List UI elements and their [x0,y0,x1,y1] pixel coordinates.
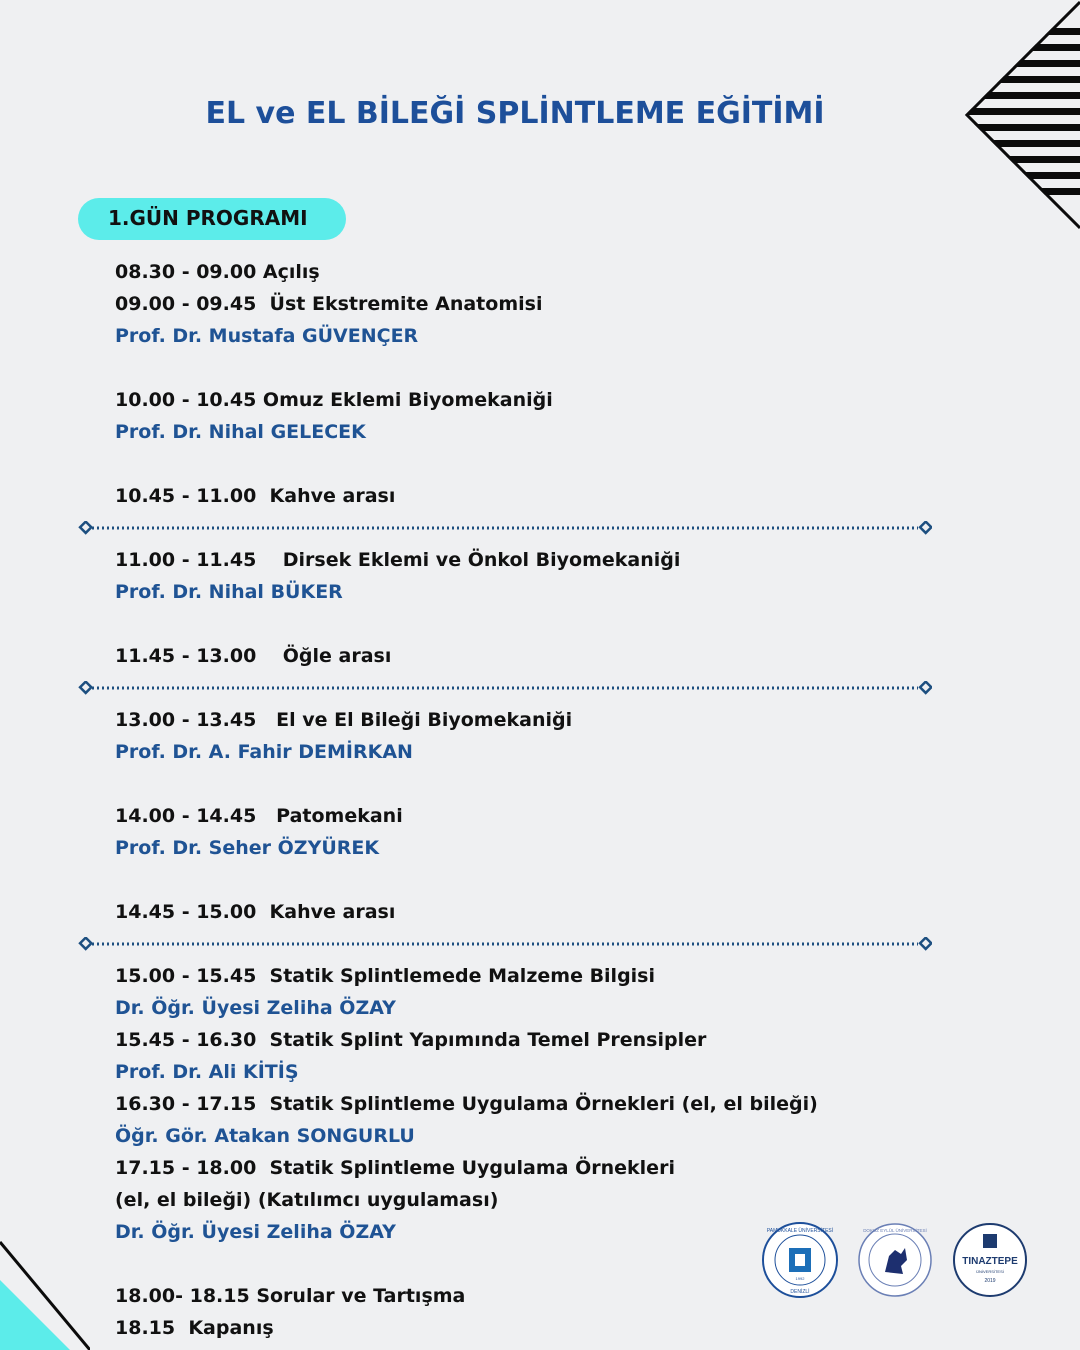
tinaztepe-university-logo [950,1220,1030,1300]
speaker-line: Prof. Dr. Nihal GELECEK [115,421,366,443]
schedule-line: 15.00 - 15.45 Statik Splintlemede Malzeme Bilgisi [115,965,656,987]
university-logos [760,1220,1030,1300]
cyan-corner-decoration [0,1240,90,1350]
speaker-line: Prof. Dr. Mustafa GÜVENÇER [115,325,419,347]
tinaztepe-logo-sub: ÜNİVERSİTESİ [976,1269,1004,1274]
pamukkale-logo-city: DENİZLİ [790,1289,810,1295]
schedule-line: 13.00 - 13.45 El ve El Bileği Biyomekaniği [115,709,573,731]
schedule-line: (el, el bileği) (Katılımcı uygulaması) [115,1189,499,1211]
break-line: 10.45 - 11.00 Kahve arası [115,485,396,507]
day-program-badge [78,198,346,240]
schedule-line: 18.00- 18.15 Sorular ve Tartışma [115,1285,466,1307]
pamukkale-logo-year: 1992 [795,1276,805,1281]
speaker-line: Öğr. Gör. Atakan SONGURLU [115,1125,415,1147]
dotted-divider [78,937,932,951]
speaker-line: Prof. Dr. A. Fahir DEMİRKAN [115,741,413,763]
speaker-line: Dr. Öğr. Üyesi Zeliha ÖZAY [115,997,396,1019]
dotted-divider [78,681,932,695]
pamukkale-logo-name: PAMUKKALE ÜNİVERSİTESİ [766,1228,834,1234]
schedule-line: 09.00 - 09.45 Üst Ekstremite Anatomisi [115,293,543,315]
schedule-line: 16.30 - 17.15 Statik Splintleme Uygulama Örnekleri (el, el bileği) [115,1093,818,1115]
schedule-line: 15.45 - 16.30 Statik Splint Yapımında Temel Prensipler [115,1029,707,1051]
page-title: EL ve EL BİLEĞİ SPLİNTLEME EĞİTİMİ [205,96,825,131]
tinaztepe-logo-year: 2019 [984,1278,996,1284]
dokuz-eylul-logo-name: DOKUZ EYLÜL ÜNİVERSİTESİ [863,1228,927,1233]
speaker-line: Prof. Dr. Nihal BÜKER [115,581,343,603]
dokuz-eylul-university-logo [855,1220,935,1300]
schedule-line: 08.30 - 09.00 Açılış [115,261,320,283]
break-line: 14.45 - 15.00 Kahve arası [115,901,396,923]
day-program-label: 1.GÜN PROGRAMI [108,206,308,230]
schedule-line: 18.15 Kapanış [115,1317,274,1339]
schedule-line: 14.00 - 14.45 Patomekani [115,805,403,827]
dotted-divider [78,521,932,535]
tinaztepe-logo-name: TINAZTEPE [962,1256,1018,1267]
schedule-line: 10.00 - 10.45 Omuz Eklemi Biyomekaniği [115,389,553,411]
speaker-line: Prof. Dr. Ali KİTİŞ [115,1061,299,1083]
speaker-line: Dr. Öğr. Üyesi Zeliha ÖZAY [115,1221,396,1243]
pamukkale-university-logo [760,1220,840,1300]
schedule-line: 11.00 - 11.45 Dirsek Eklemi ve Önkol Biyomekaniği [115,549,681,571]
schedule-line: 17.15 - 18.00 Statik Splintleme Uygulama Örnekleri [115,1157,675,1179]
speaker-line: Prof. Dr. Seher ÖZYÜREK [115,837,380,859]
break-line: 11.45 - 13.00 Öğle arası [115,645,392,667]
